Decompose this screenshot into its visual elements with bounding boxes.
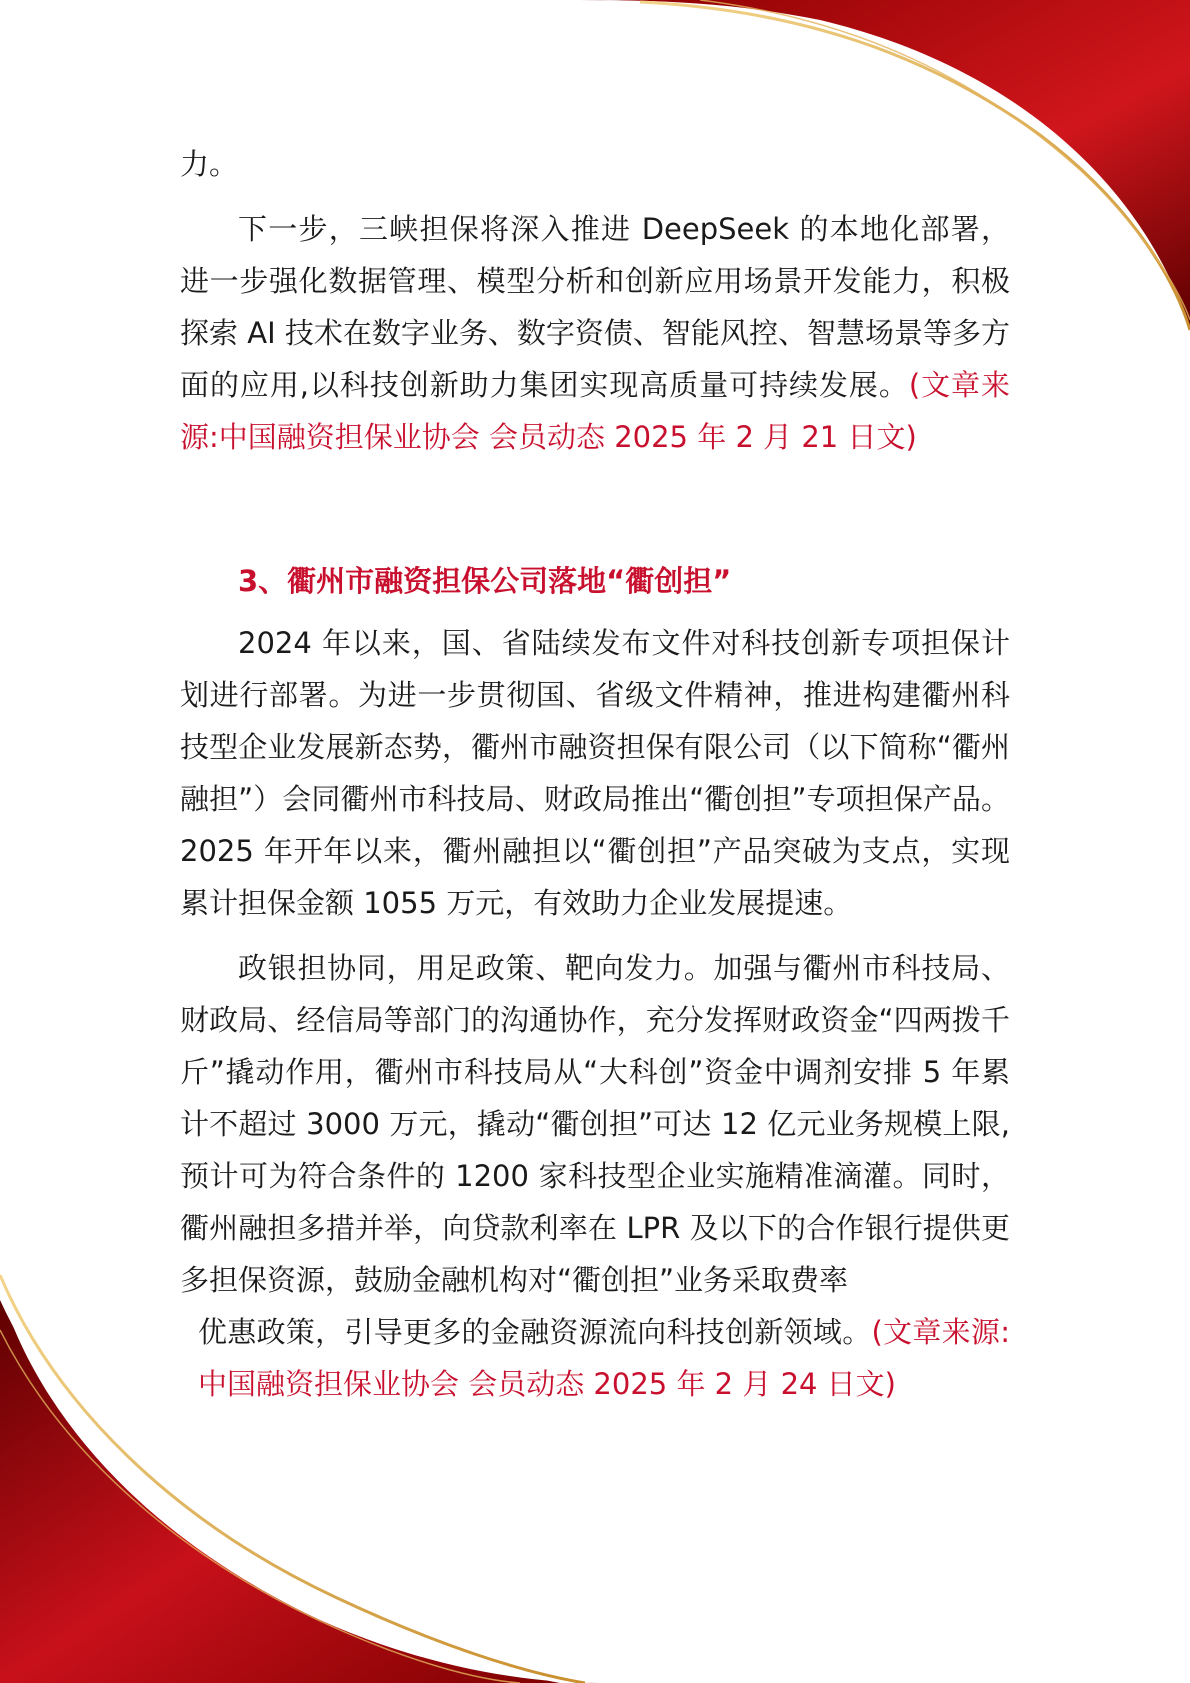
paragraph-2: 政银担协同，用足政策、靶向发力。加强与衢州市科技局、财政局、经信局等部门的沟通协作，充分发挥财政资金“四两拨千斤”撬动作用，衢州市科技局从“大科创”资金中调剂安排 5 年累计不超过 3000 万元，撬动“衢创担”可达 12 亿元业务规模上限,预计可为符合条件的 1200 家科技型企业实施精准滴灌。同时，衢州融担多措并举，向贷款利率在 LPR 及以下的合作银行提供更多担保资源，鼓励金融机构对“衢创担”业务采取费率 bbox=[180, 951, 1010, 1297]
continued-line: 力。 bbox=[180, 147, 239, 181]
source-note: (文章来源:中国融资担保业协会 会员动态 2025 年 2 月 21 日文) bbox=[180, 368, 1010, 454]
section-heading: 3、衢州市融资担保公司落地“衢创担” bbox=[238, 564, 732, 598]
paragraph-2-tail bbox=[198, 1306, 1010, 1410]
paragraph-1: 2024 年以来，国、省陆续发布文件对科技创新专项担保计划进行部署。为进一步贯彻国、省级文件精神，推进构建衢州科技型企业发展新态势，衢州市融资担保有限公司（以下简称“衢州融担”）会同衢州市科技局、财政局推出“衢创担”专项担保产品。2025 年开年以来，衢州融担以“衢创担”产品突破为支点，实现累计担保金额 1055 万元，有效助力企业发展提速。 bbox=[180, 626, 1010, 920]
paragraph-deepseek bbox=[180, 203, 1010, 463]
paragraph-deepseek-text: 下一步，三峡担保将深入推进 DeepSeek 的本地化部署，进一步强化数据管理、模型分析和创新应用场景开发能力，积极探索 AI 技术在数字业务、数字资债、智能风控、智慧场景等多方面的应用,以科技创新助力集团实现高质量可持续发展。 bbox=[180, 212, 1010, 402]
source-note: (文章来源:中国融资担保业协会 会员动态 2025 年 2 月 24 日文) bbox=[198, 1315, 1010, 1401]
document-body bbox=[180, 138, 1010, 1410]
paragraph-2-tail-text: 优惠政策，引导更多的金融资源流向科技创新领域。 bbox=[198, 1315, 872, 1349]
